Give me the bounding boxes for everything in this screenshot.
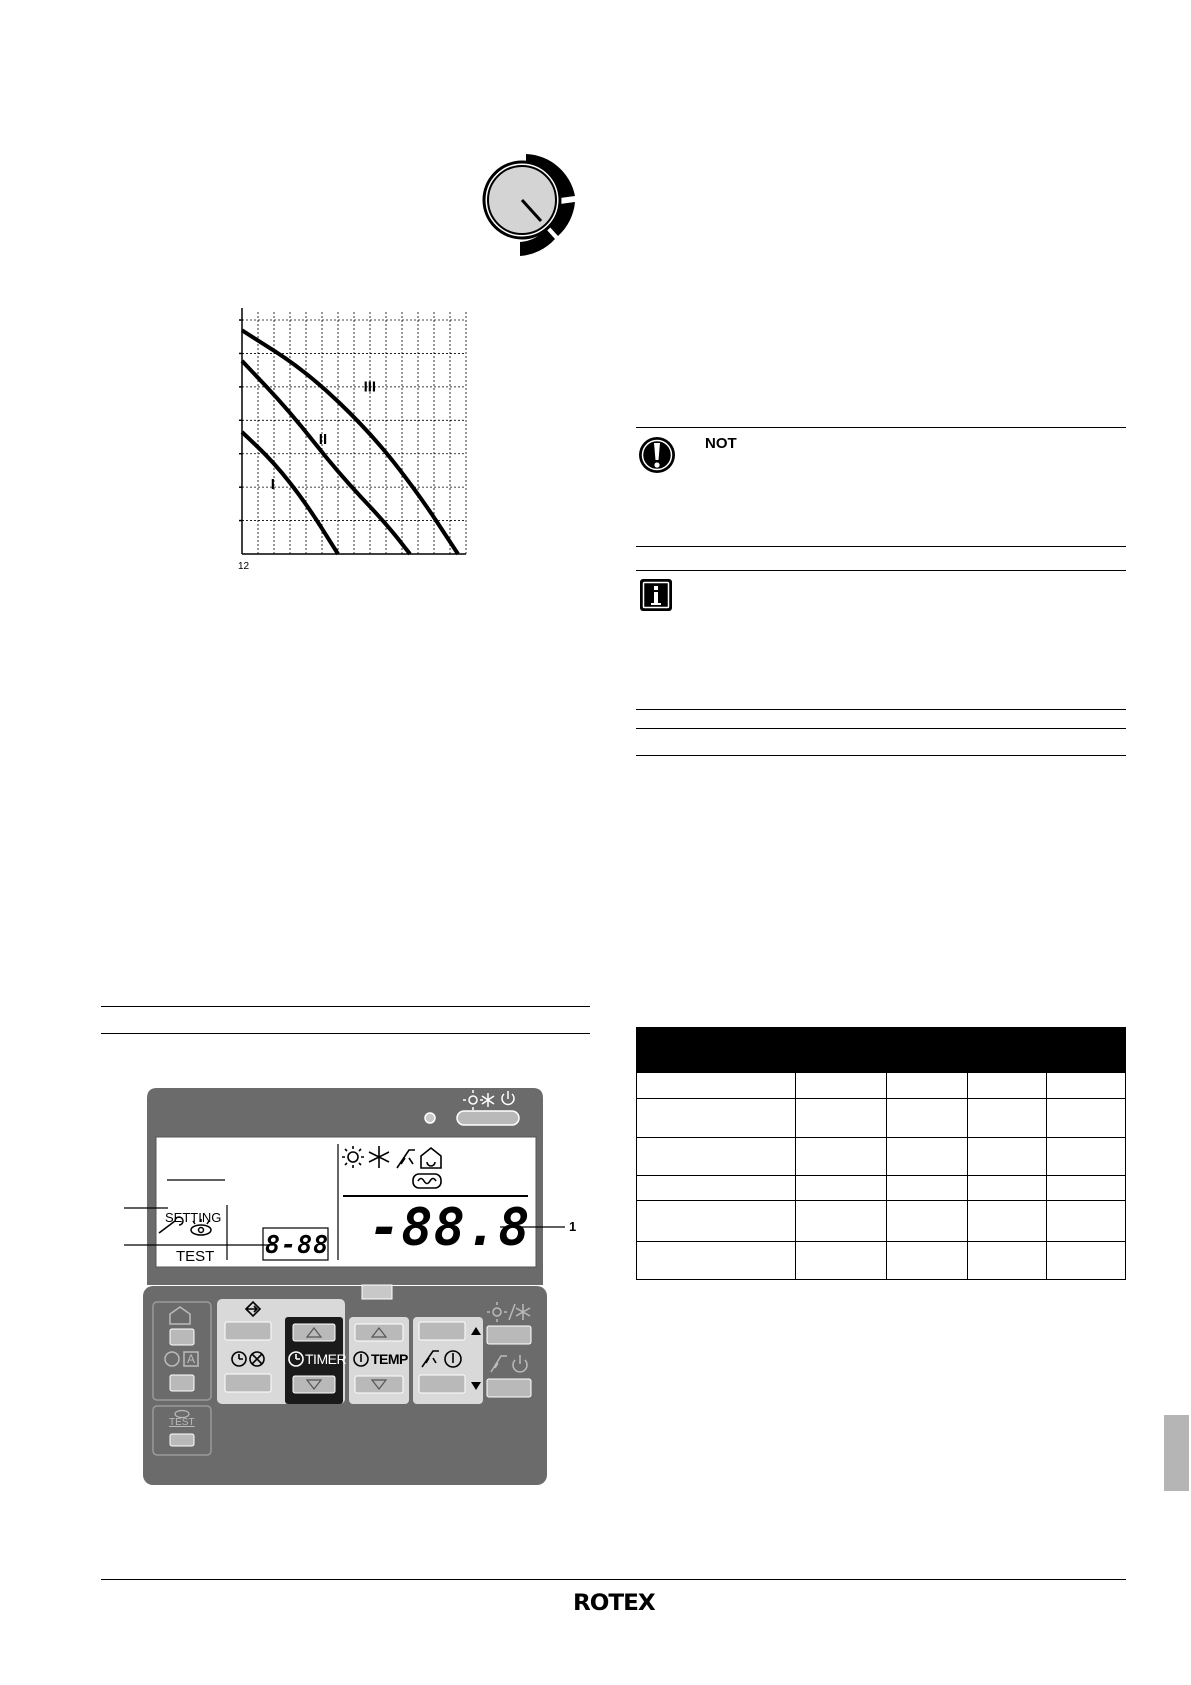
table-cell [796,1201,887,1242]
curve-label-III: III [363,378,377,396]
table-cell [637,1073,796,1099]
temp-label: TEMP [371,1351,408,1367]
table-cell [637,1099,796,1138]
table-cell [796,1138,887,1176]
curve-label-I: I [270,475,275,493]
table-cell [968,1073,1047,1099]
table-cell [796,1242,887,1280]
info-icon [639,578,673,612]
table-cell [887,1073,968,1099]
pump-curve-chart [230,300,480,580]
table-cell [887,1138,968,1176]
on-off-button[interactable] [457,1111,519,1125]
table-cell [796,1176,887,1201]
table-cell [968,1242,1047,1280]
test-label: TEST [176,1248,215,1265]
timer-down-button[interactable] [293,1376,335,1393]
specification-table [636,1027,1126,1280]
table-cell [637,1176,796,1201]
pump-speed-dial-illustration [470,150,580,262]
table-cell [1047,1176,1126,1201]
temperature-display: -88.8 [369,1198,531,1258]
table-cell [1047,1138,1126,1176]
table-cell [968,1176,1047,1201]
divider [636,755,1126,756]
divider [636,728,1126,729]
table-cell [796,1099,887,1138]
rotex-logo: ROTEX [573,1591,655,1616]
divider [636,570,1126,571]
test-button-label: TEST [169,1417,195,1428]
code-display: 8-88 [265,1230,330,1259]
remote-controller-drawing [143,1088,547,1485]
table-cell [887,1176,968,1201]
x-tick-label: 12 [238,561,250,572]
divider [636,546,1126,547]
footer-divider [101,1579,1126,1580]
pump-curve-plot [230,300,480,580]
table-cell [1047,1099,1126,1138]
table-cell [887,1242,968,1280]
table-cell [637,1242,796,1280]
divider [101,1033,590,1034]
table-cell [1047,1201,1126,1242]
notice-title: NOT [705,435,737,452]
table-cell [968,1138,1047,1176]
callout-number: 1 [569,1219,577,1234]
remote-controller [143,1088,547,1485]
table-cell [968,1201,1047,1242]
warning-icon [637,435,677,475]
table-header [637,1028,1126,1073]
table-cell [1047,1073,1126,1099]
temp-down-button[interactable] [355,1376,403,1393]
divider [101,1006,590,1007]
table-cell [796,1073,887,1099]
table-cell [637,1138,796,1176]
table-cell [637,1201,796,1242]
table-cell [968,1099,1047,1138]
curve-label-II: II [318,431,328,449]
callout-lines [118,1200,578,1260]
chapter-tab [1164,1415,1189,1491]
timer-up-button[interactable] [293,1324,335,1341]
table-cell [1047,1242,1126,1280]
table-cell [887,1099,968,1138]
divider [636,427,1126,428]
divider [636,709,1126,710]
timer-label: TIMER [305,1351,347,1367]
temp-up-button[interactable] [355,1324,403,1341]
auto-label: A [187,1352,196,1366]
test-button[interactable] [170,1434,194,1446]
setting-label: SETTING [165,1210,222,1225]
table-cell [887,1201,968,1242]
